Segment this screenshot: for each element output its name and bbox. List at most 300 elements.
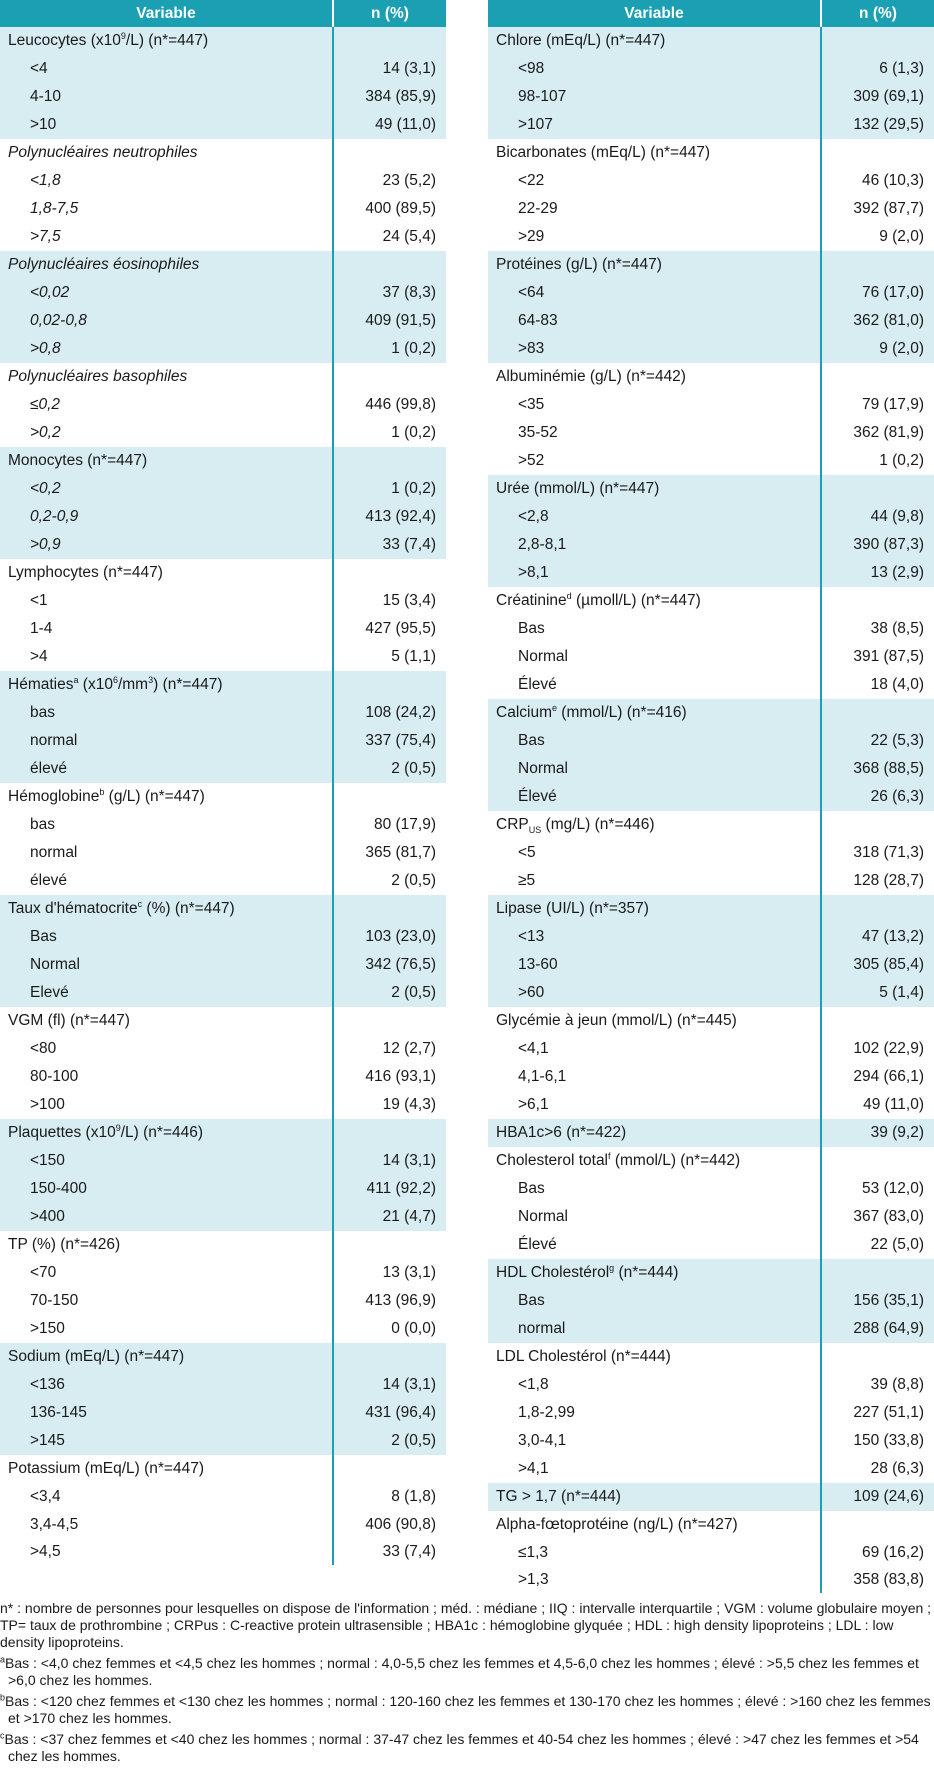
- row-value: [333, 1343, 446, 1371]
- row-value: [821, 251, 934, 279]
- row-label: [0, 839, 333, 867]
- category-row: [0, 1175, 446, 1203]
- row-value: 128 (28,7): [853, 872, 924, 889]
- row-value: 69 (16,2): [861, 1544, 924, 1561]
- category-row: [0, 951, 446, 979]
- row-value: [821, 811, 934, 839]
- category-row: [488, 783, 934, 811]
- label-text: ≤1,3: [518, 1544, 549, 1561]
- label-text: >8,1: [518, 564, 549, 581]
- row-value: 14 (3,1): [333, 1147, 446, 1175]
- label-text: Bicarbonates (mEq/L) (n*=447): [496, 144, 711, 161]
- variable-row: [0, 1231, 446, 1259]
- row-label: [488, 1007, 821, 1035]
- label-text: 2,8-8,1: [518, 536, 567, 553]
- row-value: 8 (1,8): [391, 1488, 436, 1505]
- row-label: [0, 1371, 333, 1399]
- label-text: (g/L) (n*=447): [104, 788, 205, 805]
- row-label: [488, 1175, 821, 1203]
- row-label: [488, 251, 821, 279]
- variable-row: [488, 475, 934, 503]
- superscript: 6: [112, 674, 118, 685]
- label-text: /L) (n*=447): [125, 32, 209, 49]
- category-row: [0, 307, 446, 335]
- category-row: [488, 531, 934, 559]
- n-percent-header: n (%): [333, 0, 446, 27]
- row-label: [488, 111, 821, 139]
- row-value: [333, 447, 446, 475]
- row-value: 413 (96,9): [365, 1292, 436, 1309]
- label-text: Plaquettes (x10: [8, 1124, 116, 1141]
- row-label: [0, 1147, 333, 1175]
- label-text: 80-100: [30, 1068, 79, 1085]
- variable-row: [0, 139, 446, 167]
- row-value: [821, 587, 934, 615]
- row-label: [0, 643, 333, 671]
- row-label: [488, 27, 821, 55]
- row-value: 37 (8,3): [333, 279, 446, 307]
- row-label: [488, 223, 821, 251]
- footnote-text: Bas : <120 chez femmes et <130 chez les hommes ; normal : 120-160 chez les femmes et 130-170 chez les hommes ; élevé : >160 chez les femmes et >170 chez les hommes.: [5, 1693, 931, 1726]
- label-text: <5: [518, 844, 536, 861]
- label-text: <150: [30, 1152, 65, 1169]
- label-text: Taux d'hématocrite: [8, 900, 138, 917]
- row-value: 392 (87,7): [853, 200, 924, 217]
- category-row: [0, 419, 446, 447]
- category-row: [488, 1455, 934, 1483]
- label-text: LDL Cholestérol (n*=444): [496, 1348, 671, 1365]
- row-value: 431 (96,4): [333, 1399, 446, 1427]
- row-label: [488, 419, 821, 447]
- label-text: >0,2: [30, 424, 61, 441]
- row-label: [0, 1399, 333, 1427]
- row-label: [0, 727, 333, 755]
- label-text: Créatinine: [496, 592, 567, 609]
- row-value: 49 (11,0): [333, 111, 446, 139]
- category-row: [488, 419, 934, 447]
- label-text: (%) (n*=447): [142, 900, 235, 917]
- label-text: >60: [518, 984, 545, 1001]
- row-value: 446 (99,8): [365, 396, 436, 413]
- category-row: [488, 167, 934, 195]
- row-label: [488, 447, 821, 475]
- variable-row: [0, 1119, 446, 1147]
- category-row: [0, 83, 446, 111]
- variable-row: [0, 1007, 446, 1035]
- row-label: [0, 1091, 333, 1119]
- row-value: 14 (3,1): [333, 55, 446, 83]
- label-text: >83: [518, 340, 545, 357]
- row-label: [488, 783, 821, 811]
- row-label: [488, 1119, 821, 1147]
- row-value: [333, 895, 446, 923]
- category-row: [488, 223, 934, 251]
- variable-row: [488, 699, 934, 727]
- label-text: Normal: [30, 956, 80, 973]
- row-label: [488, 139, 821, 167]
- label-text: 0,2-0,9: [30, 508, 79, 525]
- row-label: [488, 615, 821, 643]
- row-value: 365 (81,7): [365, 844, 436, 861]
- row-label: [488, 951, 821, 979]
- row-value: 150 (33,8): [853, 1432, 924, 1449]
- variable-row: [0, 251, 446, 279]
- label-text: >0,9: [30, 536, 61, 553]
- category-row: [0, 699, 446, 727]
- row-value: [821, 895, 934, 923]
- n-percent-header: n (%): [821, 0, 934, 27]
- label-text: 136-145: [30, 1404, 87, 1421]
- row-label: [0, 419, 333, 447]
- row-label: [0, 475, 333, 503]
- label-text: Hémoglobine: [8, 788, 100, 805]
- row-label: [0, 1063, 333, 1091]
- label-text: Hématies: [8, 676, 74, 693]
- row-label: [488, 727, 821, 755]
- row-value: 391 (87,5): [853, 648, 924, 665]
- category-row: [0, 279, 446, 307]
- row-label: [488, 1455, 821, 1483]
- row-label: [0, 83, 333, 111]
- category-row: [0, 195, 446, 223]
- category-row: [0, 111, 446, 139]
- category-row: [488, 307, 934, 335]
- row-value: 390 (87,3): [821, 531, 934, 559]
- label-text: <80: [30, 1040, 57, 1057]
- label-text: >6,1: [518, 1096, 549, 1113]
- row-label: [488, 167, 821, 195]
- label-text: >107: [518, 116, 553, 133]
- superscript: b: [99, 786, 105, 797]
- footnote-c: [0, 1731, 934, 1765]
- row-value: 53 (12,0): [861, 1180, 924, 1197]
- superscript: a: [73, 674, 79, 685]
- row-value: [333, 139, 446, 167]
- row-value: 18 (4,0): [870, 676, 924, 693]
- category-row: [488, 727, 934, 755]
- row-value: 305 (85,4): [821, 951, 934, 979]
- row-value: [333, 559, 446, 587]
- row-label: [0, 1231, 333, 1259]
- row-label: [0, 55, 333, 83]
- row-label: [488, 587, 821, 615]
- row-label: [488, 391, 821, 419]
- row-value: 21 (4,7): [333, 1203, 446, 1231]
- row-label: [488, 1371, 821, 1399]
- label-text: Bas: [518, 1180, 545, 1197]
- row-label: [0, 1315, 333, 1343]
- row-label: [488, 559, 821, 587]
- label-text: <4: [30, 60, 48, 77]
- row-label: [488, 923, 821, 951]
- row-value: [333, 1455, 446, 1483]
- category-row: [488, 867, 934, 895]
- left-table-body: [0, 27, 446, 1565]
- variable-row: [0, 447, 446, 475]
- row-label: [488, 335, 821, 363]
- category-row: [0, 167, 446, 195]
- category-row: [0, 475, 446, 503]
- superscript: c: [137, 898, 143, 909]
- category-row: [0, 643, 446, 671]
- variable-row: [0, 1455, 446, 1483]
- label-text: normal: [518, 1320, 566, 1337]
- label-text: <2,8: [518, 508, 549, 525]
- label-text: >4,5: [30, 1543, 61, 1560]
- row-value: [821, 139, 934, 167]
- row-value: [333, 251, 446, 279]
- category-row: [488, 195, 934, 223]
- label-text: normal: [30, 732, 78, 749]
- category-row: [0, 587, 446, 615]
- row-label: [0, 1343, 333, 1371]
- row-value: 79 (17,9): [861, 396, 924, 413]
- row-value: 22 (5,0): [870, 1236, 924, 1253]
- row-label: [488, 1567, 821, 1593]
- row-label: [0, 923, 333, 951]
- row-value: 132 (29,5): [821, 111, 934, 139]
- category-row: [488, 615, 934, 643]
- label-text: (n*=444): [614, 1264, 679, 1281]
- label-text: 3,0-4,1: [518, 1432, 567, 1449]
- label-text: Polynucléaires éosinophiles: [8, 256, 200, 273]
- row-value: [333, 783, 446, 811]
- category-row: [0, 1063, 446, 1091]
- label-text: >145: [30, 1432, 65, 1449]
- row-label: [0, 587, 333, 615]
- row-label: [488, 895, 821, 923]
- category-row: [0, 55, 446, 83]
- row-label: [488, 55, 821, 83]
- row-label: [0, 811, 333, 839]
- row-label: [488, 1091, 821, 1119]
- row-label: [0, 1259, 333, 1287]
- category-row: [488, 671, 934, 699]
- row-value: [821, 27, 934, 55]
- row-label: [488, 755, 821, 783]
- label-text: Polynucléaires basophiles: [8, 368, 188, 385]
- row-value: 1 (0,2): [879, 452, 924, 469]
- label-text: <98: [518, 60, 545, 77]
- category-row: [0, 503, 446, 531]
- label-text: élevé: [30, 872, 68, 889]
- label-text: 150-400: [30, 1180, 87, 1197]
- category-row: [488, 55, 934, 83]
- label-text: Bas: [518, 732, 545, 749]
- label-text: /mm: [117, 676, 149, 693]
- row-value: 109 (24,6): [821, 1483, 934, 1511]
- row-label: [488, 1259, 821, 1287]
- category-row: [0, 391, 446, 419]
- row-label: [488, 1511, 821, 1539]
- left-header-row: [0, 0, 446, 27]
- row-value: 413 (92,4): [333, 503, 446, 531]
- row-label: [488, 839, 821, 867]
- label-text: Urée (mmol/L) (n*=447): [496, 480, 660, 497]
- category-row: [488, 83, 934, 111]
- row-value: 108 (24,2): [333, 699, 446, 727]
- row-label: [488, 1035, 821, 1063]
- row-label: [0, 895, 333, 923]
- row-label: [0, 783, 333, 811]
- row-value: 358 (83,8): [853, 1571, 924, 1588]
- variable-row: [488, 1343, 934, 1371]
- label-text: <1: [30, 592, 48, 609]
- row-label: [488, 979, 821, 1007]
- variable-row: [488, 1119, 934, 1147]
- label-text: Bas: [30, 928, 57, 945]
- row-label: [0, 251, 333, 279]
- row-value: [333, 1119, 446, 1147]
- label-text: >100: [30, 1096, 65, 1113]
- row-value: 2 (0,5): [333, 979, 446, 1007]
- category-row: [488, 1063, 934, 1091]
- category-row: [488, 1091, 934, 1119]
- row-value: 367 (83,0): [853, 1208, 924, 1225]
- label-text: <3,4: [30, 1488, 61, 1505]
- category-row: [488, 1539, 934, 1567]
- row-value: 80 (17,9): [373, 816, 436, 833]
- label-text: (mmol/L) (n*=442): [610, 1152, 741, 1169]
- row-label: [488, 1147, 821, 1175]
- row-label: [488, 503, 821, 531]
- footnote-text: Bas : <37 chez femmes et <40 chez les hommes ; normal : 37-47 chez les femmes et 40-54 chez les hommes ; élevé : >47 chez les femmes et >54 chez les hommes.: [4, 1731, 919, 1764]
- row-label: [0, 1175, 333, 1203]
- label-text: /L) (n*=446): [120, 1124, 204, 1141]
- label-text: Élevé: [518, 676, 557, 693]
- label-text: <1,8: [518, 1376, 549, 1393]
- category-row: [488, 391, 934, 419]
- row-value: 44 (9,8): [821, 503, 934, 531]
- row-value: 1 (0,2): [333, 475, 446, 503]
- row-label: [488, 307, 821, 335]
- row-value: [821, 1259, 934, 1287]
- row-value: 416 (93,1): [365, 1068, 436, 1085]
- category-row: [488, 1315, 934, 1343]
- row-value: 12 (2,7): [382, 1040, 436, 1057]
- row-value: 2 (0,5): [333, 755, 446, 783]
- row-value: [333, 671, 446, 699]
- category-row: [0, 867, 446, 895]
- category-row: [0, 839, 446, 867]
- row-label: [0, 531, 333, 559]
- category-row: [0, 1539, 446, 1565]
- category-row: [0, 1287, 446, 1315]
- row-value: 5 (1,4): [821, 979, 934, 1007]
- right-table: [488, 0, 934, 1593]
- variable-row: [0, 559, 446, 587]
- variable-row: [0, 1343, 446, 1371]
- label-text: (x10: [78, 676, 113, 693]
- row-label: [0, 391, 333, 419]
- label-text: >7,5: [30, 228, 61, 245]
- category-row: [0, 1315, 446, 1343]
- label-text: 4-10: [30, 88, 62, 105]
- left-table: [0, 0, 446, 1565]
- label-text: 22-29: [518, 200, 558, 217]
- category-row: [488, 335, 934, 363]
- category-row: [0, 1371, 446, 1399]
- label-text: 35-52: [518, 424, 558, 441]
- row-label: [0, 503, 333, 531]
- category-row: [488, 923, 934, 951]
- row-value: 6 (1,3): [821, 55, 934, 83]
- variable-row: [488, 1007, 934, 1035]
- label-text: 70-150: [30, 1292, 79, 1309]
- category-row: [0, 1511, 446, 1539]
- row-value: 156 (35,1): [821, 1287, 934, 1315]
- row-label: [488, 1315, 821, 1343]
- row-value: 19 (4,3): [382, 1096, 436, 1113]
- category-row: [0, 615, 446, 643]
- row-value: 23 (5,2): [382, 172, 436, 189]
- category-row: [0, 923, 446, 951]
- category-row: [0, 1399, 446, 1427]
- row-value: 309 (69,1): [821, 83, 934, 111]
- row-label: [488, 1427, 821, 1455]
- label-text: HDL Cholestérol: [496, 1264, 610, 1281]
- row-label: [0, 867, 333, 895]
- label-text: (µmoll/L) (n*=447): [571, 592, 701, 609]
- row-value: 14 (3,1): [333, 1371, 446, 1399]
- row-label: [488, 643, 821, 671]
- row-label: [0, 1287, 333, 1315]
- variable-row: [0, 895, 446, 923]
- label-text: Glycémie à jeun (mmol/L) (n*=445): [496, 1012, 737, 1029]
- category-row: [488, 1567, 934, 1593]
- label-text: Élevé: [518, 788, 557, 805]
- label-text: Alpha-fœtoprotéine (ng/L) (n*=427): [496, 1516, 738, 1533]
- superscript: 9: [120, 30, 126, 41]
- row-value: [821, 1343, 934, 1371]
- row-value: 24 (5,4): [382, 228, 436, 245]
- right-table-body: [488, 27, 934, 1593]
- row-value: [821, 1147, 934, 1175]
- variable-row: [488, 895, 934, 923]
- row-value: 38 (8,5): [870, 620, 924, 637]
- row-label: [488, 279, 821, 307]
- variable-row: [488, 139, 934, 167]
- label-text: ≤0,2: [30, 396, 61, 413]
- subscript: US: [528, 825, 542, 836]
- variable-row: [488, 1259, 934, 1287]
- footnote-b: [0, 1693, 934, 1727]
- label-text: Normal: [518, 760, 568, 777]
- row-value: 318 (71,3): [853, 844, 924, 861]
- label-text: Cholesterol total: [496, 1152, 609, 1169]
- row-label: [488, 671, 821, 699]
- label-text: VGM (fl) (n*=447): [8, 1012, 130, 1029]
- row-label: [0, 447, 333, 475]
- superscript: f: [608, 1150, 611, 1161]
- row-label: [488, 1287, 821, 1315]
- row-label: [0, 615, 333, 643]
- row-value: 28 (6,3): [870, 1460, 924, 1477]
- label-text: <4,1: [518, 1040, 549, 1057]
- variable-row: [0, 363, 446, 391]
- row-label: [0, 27, 333, 55]
- footnote-marker: b: [0, 1692, 6, 1703]
- label-text: Normal: [518, 648, 568, 665]
- row-value: 406 (90,8): [365, 1516, 436, 1533]
- row-value: 0 (0,0): [391, 1320, 436, 1337]
- category-row: [0, 1427, 446, 1455]
- row-value: 13 (2,9): [821, 559, 934, 587]
- label-text: Lipase (UI/L) (n*=357): [496, 900, 649, 917]
- row-label: [0, 223, 333, 251]
- row-value: [333, 1007, 446, 1035]
- row-label: [0, 979, 333, 1007]
